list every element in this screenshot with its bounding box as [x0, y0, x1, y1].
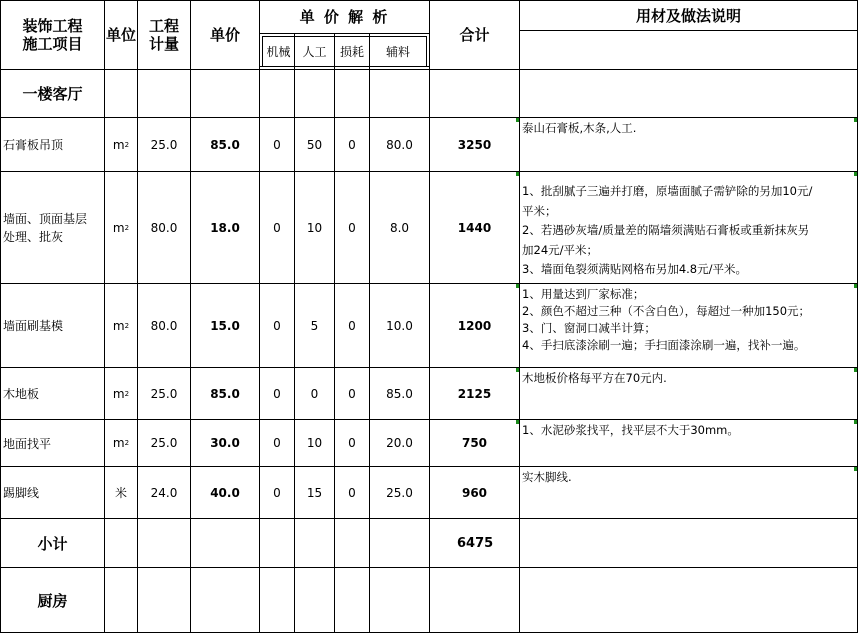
- header-quantity: 工程 计量: [148, 17, 179, 53]
- row-5-labor: 15: [306, 485, 323, 500]
- row-3-machine: 0: [273, 386, 281, 401]
- row-2-notes: 1、用量达到厂家标准； 2、颜色不超过三种（不含白色），每超过一种加150元； 3、门、窗洞口减半计算； 4、手扫底漆涂刷一遍；手扫面漆涂刷一遍，找补一遍。: [522, 287, 811, 352]
- comment-marker: [854, 420, 857, 424]
- row-5-total: 960: [461, 485, 488, 500]
- row-3-qty: 25.0: [150, 386, 178, 401]
- row-0-notes: 泰山石膏板,木条,人工.: [522, 121, 637, 135]
- subtotal-value: 6475: [457, 535, 494, 551]
- row-2-price: 15.0: [210, 318, 240, 333]
- row-5-loss: 0: [348, 485, 356, 500]
- row-0-total: 3250: [457, 137, 492, 152]
- row-1-machine: 0: [273, 220, 281, 235]
- row-3-name: 木地板: [3, 387, 40, 401]
- row-3-price: 85.0: [210, 386, 240, 401]
- row-5-notes: 实木脚线.: [522, 470, 572, 484]
- row-3-unit: m 2: [112, 386, 130, 401]
- row-1-aux: 8.0: [389, 220, 410, 235]
- row-4-price: 30.0: [210, 436, 240, 450]
- row-3-total: 2125: [457, 386, 492, 401]
- header-aux: 辅料: [385, 45, 410, 59]
- comment-marker: [516, 118, 519, 122]
- header-analysis: 单 价 解 析: [299, 8, 390, 26]
- comment-marker: [854, 467, 857, 471]
- row-1-labor: 10: [306, 220, 323, 235]
- row-3-labor: 0: [310, 386, 319, 401]
- row-3-aux: 85.0: [386, 386, 413, 401]
- header-notes: 用材及做法说明: [635, 6, 741, 25]
- row-4-qty: 25.0: [150, 436, 178, 450]
- row-4-notes: 1、水泥砂浆找平，找平层不大于30mm。: [522, 423, 739, 437]
- row-3-loss: 0: [348, 386, 356, 401]
- row-2-labor: 5: [310, 318, 319, 333]
- row-2-total: 1200: [457, 318, 492, 333]
- section-living-room: 一楼客厅: [22, 85, 83, 103]
- header-total: 合计: [459, 26, 490, 44]
- row-0-name: 石膏板吊顶: [3, 138, 64, 152]
- header-unit-price: 单价: [209, 26, 240, 44]
- comment-marker: [854, 284, 857, 288]
- comment-marker: [854, 172, 857, 176]
- comment-marker: [854, 368, 857, 372]
- comment-marker: [516, 368, 519, 372]
- row-2-loss: 0: [348, 318, 356, 333]
- row-5-name: 踢脚线: [3, 486, 40, 500]
- row-1-unit: m 2: [112, 220, 130, 235]
- row-1-name: 墙面、顶面基层 处理、批灰: [3, 211, 88, 244]
- header-loss: 损耗: [339, 45, 364, 59]
- row-2-name: 墙面刷基模: [3, 319, 64, 333]
- subtotal-label: 小计: [37, 534, 68, 553]
- section-kitchen: 厨房: [37, 591, 68, 610]
- row-5-unit: 米: [114, 486, 127, 500]
- row-3-notes: 木地板价格每平方在70元内.: [522, 371, 667, 385]
- row-5-machine: 0: [273, 485, 281, 500]
- row-5-qty: 24.0: [150, 485, 178, 500]
- header-item: 装饰工程 施工项目: [22, 17, 83, 53]
- row-0-aux: 80.0: [386, 137, 413, 152]
- row-2-unit: m 2: [112, 318, 130, 333]
- comment-marker: [516, 172, 519, 176]
- row-4-name: 地面找平: [3, 436, 52, 451]
- row-0-price: 85.0: [210, 137, 240, 152]
- row-4-unit: m 2: [112, 436, 130, 450]
- header-labor: 人工: [302, 45, 327, 59]
- row-5-price: 40.0: [210, 485, 240, 500]
- row-1-price: 18.0: [210, 220, 240, 235]
- row-2-machine: 0: [273, 318, 281, 333]
- header-machine: 机械: [266, 45, 291, 59]
- row-4-aux: 20.0: [386, 436, 413, 450]
- row-0-machine: 0: [273, 137, 281, 152]
- row-1-notes: 1、批刮腻子三遍并打磨，原墙面腻子需铲除的另加10元/ 平米； 2、若遇砂灰墙/质量差的隔墙须满贴石膏板或重新抹灰另 加24元/平米； 3、墙面龟裂须满贴网格布另加4.8元/平米。: [522, 184, 813, 276]
- row-4-loss: 0: [348, 436, 356, 450]
- comment-marker: [516, 420, 519, 424]
- row-0-qty: 25.0: [150, 137, 178, 152]
- row-0-unit: m 2: [112, 137, 130, 152]
- row-0-loss: 0: [348, 137, 356, 152]
- comment-marker: [854, 118, 857, 122]
- row-4-total: 750: [461, 436, 488, 450]
- row-2-aux: 10.0: [386, 318, 413, 333]
- row-5-aux: 25.0: [386, 485, 413, 500]
- comment-marker: [516, 284, 519, 288]
- row-1-total: 1440: [457, 220, 492, 235]
- row-1-loss: 0: [348, 220, 356, 235]
- row-2-qty: 80.0: [150, 318, 178, 333]
- row-4-machine: 0: [273, 436, 281, 450]
- row-1-qty: 80.0: [150, 220, 178, 235]
- row-4-labor: 10: [306, 436, 323, 450]
- header-unit: 单位: [105, 26, 136, 44]
- row-0-labor: 50: [306, 137, 323, 152]
